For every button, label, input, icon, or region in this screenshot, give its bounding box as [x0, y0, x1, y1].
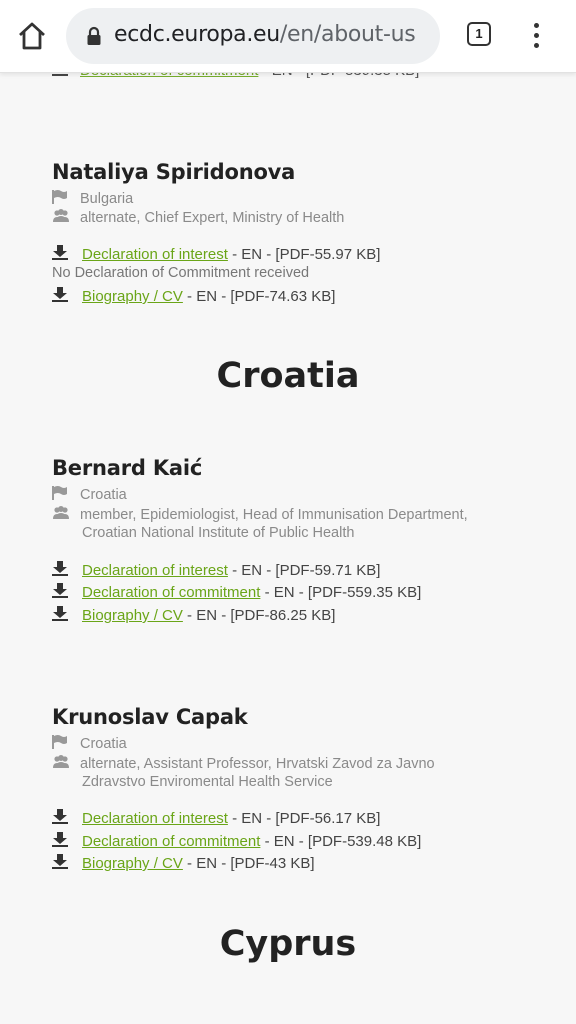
biography-cv-link[interactable]: Biography / CV — [82, 288, 183, 305]
role-text: alternate, Chief Expert, Ministry of Health — [80, 210, 345, 226]
doc-row — [52, 606, 335, 624]
page-content — [0, 73, 576, 1024]
doc-suffix: - EN - [PDF-55.97 KB] — [227, 246, 381, 263]
url-text — [114, 22, 415, 47]
more-vert-icon[interactable] — [526, 20, 546, 50]
country-row — [52, 735, 127, 752]
flag-icon — [52, 190, 68, 204]
address-bar[interactable] — [66, 8, 440, 64]
download-icon — [52, 854, 68, 869]
role-row — [52, 209, 344, 226]
doc-row — [52, 287, 335, 305]
browser-toolbar — [0, 0, 576, 73]
doc-suffix: - EN - [PDF-59.71 KB] — [227, 562, 381, 579]
role-text-continued: Croatian National Institute of Public Health — [82, 525, 355, 541]
role-row — [52, 506, 468, 523]
doc-row — [52, 561, 380, 579]
people-icon — [52, 755, 70, 769]
download-icon — [52, 561, 68, 576]
biography-cv-link[interactable]: Biography / CV — [82, 607, 183, 624]
doc-row — [52, 809, 380, 827]
doc-suffix: - EN - [PDF-74.63 KB] — [182, 288, 336, 305]
download-icon — [52, 245, 68, 260]
declaration-of-interest-link[interactable]: Declaration of interest — [82, 246, 228, 263]
doc-suffix: - EN - [PDF-86.25 KB] — [182, 607, 336, 624]
no-commitment-note: No Declaration of Commitment received — [52, 265, 310, 281]
home-icon[interactable] — [14, 18, 50, 54]
person-name: Nataliya Spiridonova — [52, 160, 296, 184]
download-icon — [52, 809, 68, 824]
doc-suffix: - EN - [PDF-43 KB] — [182, 855, 315, 872]
country-label: Bulgaria — [80, 191, 134, 207]
country-heading: Croatia — [216, 356, 360, 396]
role-text-continued: Zdravstvo Enviromental Health Service — [82, 774, 333, 790]
download-icon — [52, 583, 68, 598]
country-row — [52, 190, 133, 207]
doc-row — [52, 832, 421, 850]
declaration-of-commitment-link[interactable]: Declaration of commitment — [82, 833, 261, 850]
doc-row — [52, 583, 421, 601]
doc-suffix: - EN - [PDF-539.48 KB] — [260, 833, 422, 850]
doc-suffix: - EN - [PDF-56.17 KB] — [227, 810, 381, 827]
role-text: member, Epidemiologist, Head of Immunisation Department, — [80, 507, 468, 523]
biography-cv-link[interactable]: Biography / CV — [82, 855, 183, 872]
person-name: Bernard Kaić — [52, 456, 203, 480]
people-icon — [52, 209, 70, 223]
declaration-of-interest-link[interactable]: Declaration of interest — [82, 562, 228, 579]
download-icon — [52, 606, 68, 621]
declaration-of-interest-link[interactable]: Declaration of interest — [82, 810, 228, 827]
doc-row — [52, 854, 315, 872]
tab-switcher-button[interactable]: 1 — [467, 22, 491, 46]
people-icon — [52, 506, 70, 520]
country-heading: Cyprus — [219, 924, 357, 964]
country-label: Croatia — [80, 487, 127, 503]
lock-icon — [84, 26, 104, 46]
url-path: /en/about-us — [279, 22, 416, 47]
flag-icon — [52, 486, 68, 500]
declaration-of-commitment-link[interactable]: Declaration of commitment — [82, 584, 261, 601]
role-row — [52, 755, 435, 772]
download-icon — [52, 832, 68, 847]
doc-suffix: - EN - [PDF-559.35 KB] — [260, 584, 422, 601]
country-label: Croatia — [80, 736, 127, 752]
role-text: alternate, Assistant Professor, Hrvatski Zavod za Javno — [80, 756, 435, 772]
url-host: ecdc.europa.eu — [114, 22, 280, 47]
person-name: Krunoslav Capak — [52, 705, 248, 729]
country-row — [52, 486, 127, 503]
flag-icon — [52, 735, 68, 749]
download-icon — [52, 287, 68, 302]
doc-row — [52, 245, 380, 263]
